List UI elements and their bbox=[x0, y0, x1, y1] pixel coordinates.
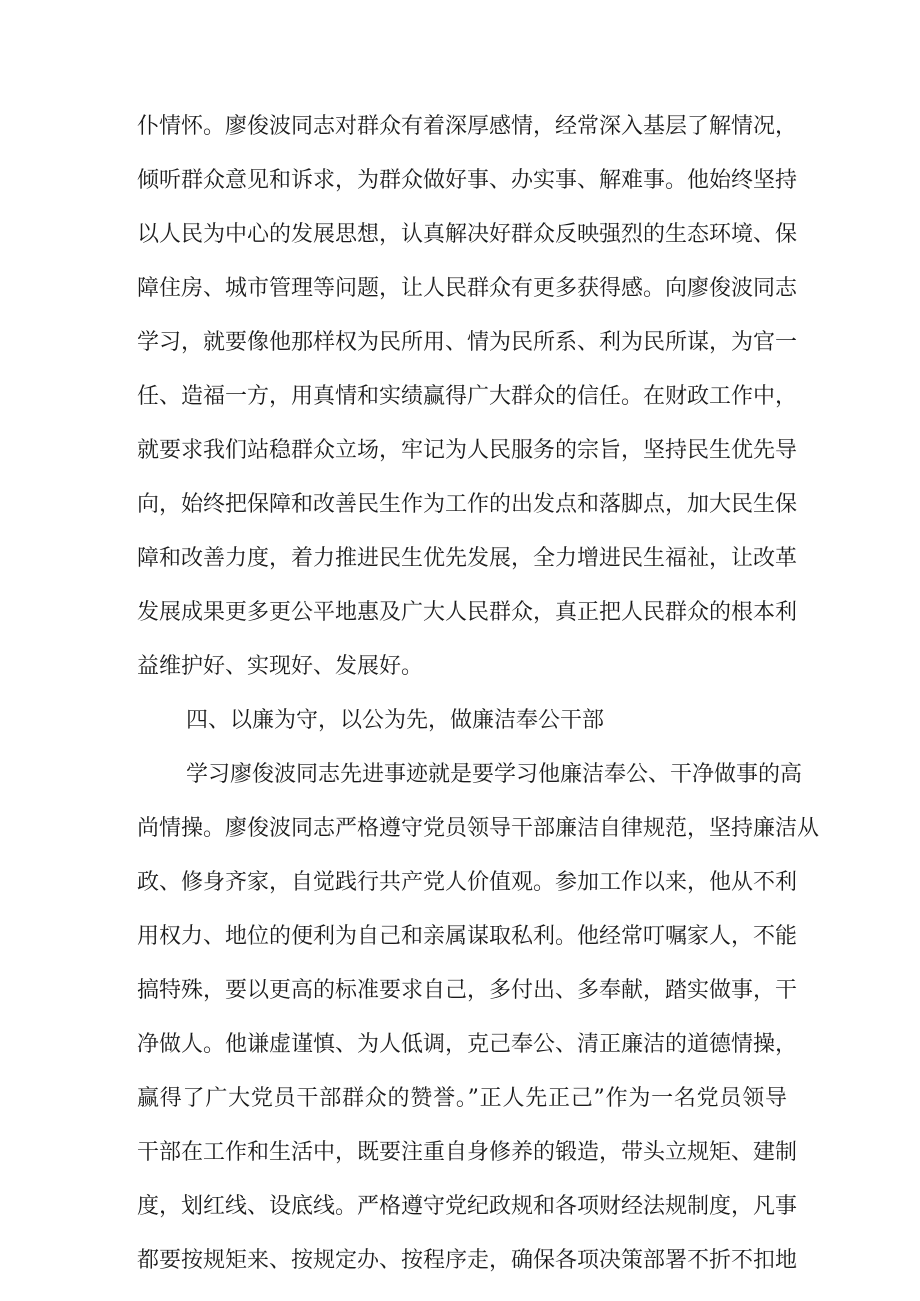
paragraph-1-line-10: 发展成果更多更公平地惠及广大人民群众，真正把人民群众的根本利 bbox=[137, 600, 798, 625]
paragraph-2-line-6: 净做人。他谦虚谨慎、为人低调，克己奉公、清正廉洁的道德情操， bbox=[137, 1032, 798, 1057]
paragraph-1-line-11: 益维护好、实现好、发展好。 bbox=[137, 654, 424, 679]
paragraph-2-line-2: 尚情操。廖俊波同志严格遵守党员领导干部廉洁自律规范，坚持廉洁从 bbox=[137, 816, 820, 841]
paragraph-1-line-3: 以人民为中心的发展思想，认真解决好群众反映强烈的生态环境、保 bbox=[137, 222, 798, 247]
paragraph-2-line-1: 学习廖俊波同志先进事迹就是要学习他廉洁奉公、干净做事的高 bbox=[186, 762, 803, 787]
paragraph-2-line-7: 赢得了广大党员干部群众的赞誉。”正人先正己”作为一名党员领导 bbox=[137, 1086, 787, 1111]
paragraph-1-line-6: 任、造福一方，用真情和实绩赢得广大群众的信任。在财政工作中， bbox=[137, 384, 798, 409]
paragraph-2-line-3: 政、修身齐家，自觉践行共产党人价值观。参加工作以来，他从不利 bbox=[137, 870, 798, 895]
paragraph-1-line-2: 倾听群众意见和诉求，为群众做好事、办实事、解难事。他始终坚持 bbox=[137, 168, 798, 193]
paragraph-1-line-1: 仆情怀。廖俊波同志对群众有着深厚感情，经常深入基层了解情况， bbox=[137, 114, 798, 139]
section-heading: 四、以廉为守，以公为先，做廉洁奉公干部 bbox=[186, 708, 605, 733]
paragraph-2-line-5: 搞特殊，要以更高的标准要求自己，多付出、多奉献，踏实做事，干 bbox=[137, 978, 798, 1003]
paragraph-1-line-8: 向，始终把保障和改善民生作为工作的出发点和落脚点，加大民生保 bbox=[137, 492, 798, 517]
paragraph-2-line-4: 用权力、地位的便利为自己和亲属谋取私利。他经常叮嘱家人，不能 bbox=[137, 924, 798, 949]
paragraph-1-line-9: 障和改善力度，着力推进民生优先发展，全力增进民生福祉，让改革 bbox=[137, 546, 798, 571]
paragraph-2-line-10: 都要按规矩来、按规定办、按程序走，确保各项决策部署不折不扣地 bbox=[137, 1248, 798, 1273]
paragraph-1-line-7: 就要求我们站稳群众立场，牢记为人民服务的宗旨，坚持民生优先导 bbox=[137, 438, 798, 463]
paragraph-2-line-9: 度，划红线、设底线。严格遵守党纪政规和各项财经法规制度，凡事 bbox=[137, 1194, 798, 1219]
paragraph-1-line-5: 学习，就要像他那样权为民所用、情为民所系、利为民所谋，为官一 bbox=[137, 330, 798, 355]
paragraph-1-line-4: 障住房、城市管理等问题，让人民群众有更多获得感。向廖俊波同志 bbox=[137, 276, 798, 301]
paragraph-2-line-8: 干部在工作和生活中，既要注重自身修养的锻造，带头立规矩、建制 bbox=[137, 1140, 798, 1165]
